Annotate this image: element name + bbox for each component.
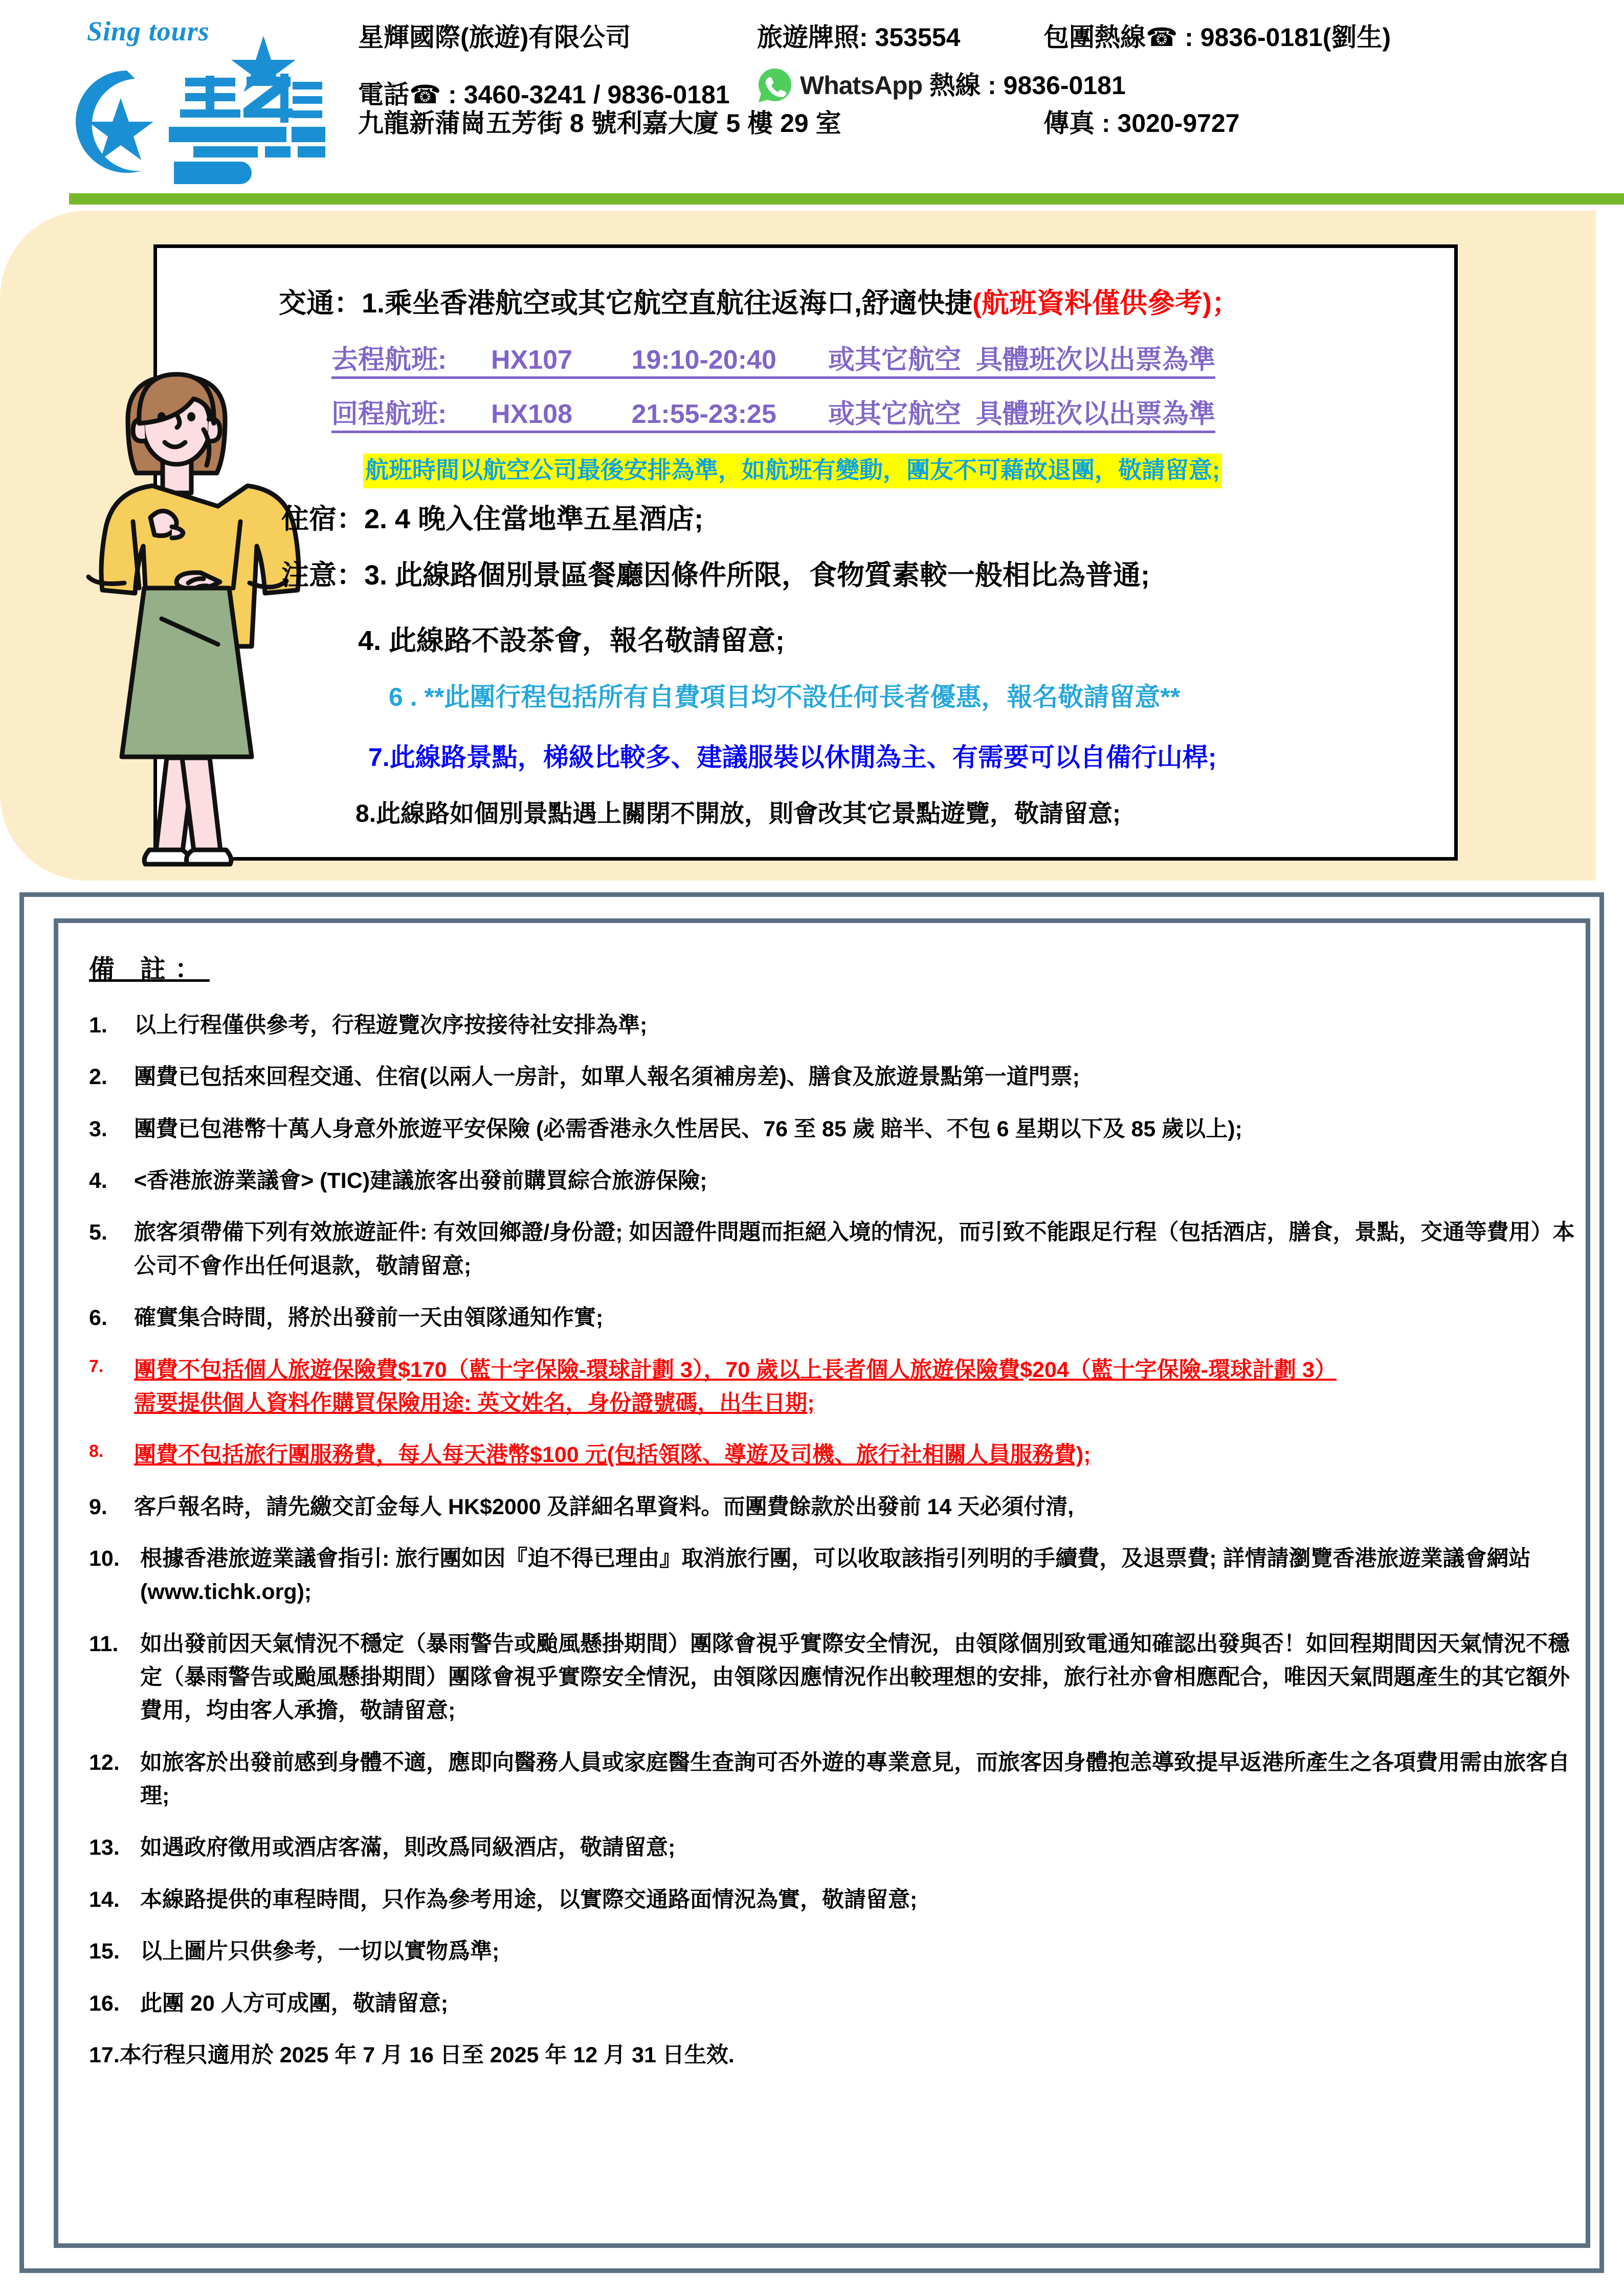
- logo-wordmark-en: Sing tours: [87, 16, 210, 47]
- company-logo: [66, 10, 332, 184]
- traveller-illustration: [66, 358, 307, 874]
- remark-item: [89, 1491, 1575, 1524]
- header-row-3: [358, 110, 1601, 153]
- remark-number: 8.: [89, 1442, 104, 1461]
- notice-item-4: 4. 此線路不設茶會，報名敬請留意;: [358, 625, 785, 656]
- remark-text: 如出發前因天氣情況不穩定（暴雨警告或颱風懸掛期間）團隊會視乎實際安全情況，由領隊個別致電通知確認出發與否！如回程期間因天氣情況不穩定（暴雨警告或颱風懸掛期間）團隊會視乎實際安全情況，由領隊因應情況作出較理想的安排，旅行社亦會相應配合，唯因天氣問題產生的其它額外費用，均由客人承擔，敬請留意;: [140, 1631, 1570, 1723]
- remark-number: 2.: [89, 1065, 107, 1090]
- whatsapp-brand: WhatsApp: [800, 71, 923, 100]
- remark-number: 12.: [89, 1750, 120, 1775]
- remarks-title: 備 註：: [89, 955, 210, 983]
- flight-info-disclaimer: (航班資料僅供參考)；: [972, 288, 1240, 319]
- transport-detail: 1.乘坐香港航空或其它航空直航往返海口,舒適快捷: [362, 288, 973, 319]
- remark-text: 以上行程僅供參考，行程遊覽次序按接待社安排為準;: [134, 1013, 648, 1038]
- remarks-list: [89, 1009, 1575, 2072]
- remark-item: [89, 1216, 1575, 1283]
- notice-item-8: 8.此線路如個別景點遇上關閉不開放，則會改其它景點遊覽，敬請留意;: [355, 800, 1121, 827]
- license-number: 旅遊牌照: 353554: [757, 23, 961, 52]
- remark-number: 13.: [89, 1835, 120, 1860]
- remark-text: 確實集合時間，將於出發前一天由領隊通知作實;: [134, 1305, 604, 1331]
- flight-change-highlight: 航班時間以航空公司最後安排為準，如航班有變動，團友不可藉故退團，敬請留意;: [363, 454, 1222, 488]
- page-header: [0, 0, 1624, 205]
- whatsapp-hotline: 熱線 : 9836-0181: [929, 71, 1126, 100]
- remark-text: 此團 20 人方可成團，敬請留意;: [140, 1991, 449, 2016]
- remark-item: [89, 1301, 1575, 1335]
- header-row-2: [358, 67, 1601, 110]
- company-address: 九龍新蒲崗五芳街 8 號利嘉大廈 5 樓 29 室: [358, 109, 841, 138]
- charter-hotline: 包團熱線☎ : 9836-0181(劉生): [1043, 23, 1391, 52]
- remarks-box: [19, 892, 1604, 2273]
- remark-number: 3.: [89, 1116, 107, 1141]
- remark-item: [89, 1831, 1575, 1864]
- company-name: 星輝國際(旅遊)有限公司: [358, 23, 631, 52]
- remark-text: 本線路提供的車程時間，只作為參考用途，以實際交通路面情況為實，敬請留意;: [140, 1887, 918, 1912]
- remark-item: [89, 1113, 1575, 1146]
- remark-item: [89, 1935, 1575, 1968]
- remark-item: [89, 1987, 1575, 2020]
- remark-item: [89, 1628, 1575, 1728]
- remark-item: [89, 1883, 1575, 1917]
- inbound-flight-row: 回程航班: HX108 21:55-23:25 或其它航空 具體班次以出票為準: [331, 401, 1215, 433]
- remark-item: [89, 1746, 1575, 1813]
- notice-item-6: 6 . **此團行程包括所有自費項目均不設任何長者優惠，報名敬請留意**: [389, 683, 1181, 711]
- attention-line: [281, 561, 1150, 589]
- whatsapp-icon: [757, 67, 793, 103]
- remark-item: [89, 1009, 1575, 1042]
- remark-text: 團費已包括來回程交通、住宿(以兩人一房計，如單人報名須補房差)、膳食及旅遊景點第一道門票;: [134, 1065, 1080, 1090]
- hotel-detail: 2. 4 晚入住當地準五星酒店;: [364, 504, 704, 534]
- remark-text: 如遇政府徵用或酒店客滿，則改爲同級酒店，敬請留意;: [140, 1835, 676, 1860]
- remark-item: [89, 1061, 1575, 1094]
- remark-number: 15.: [89, 1939, 120, 1964]
- remark-text-line-1: 團費不包括個人旅遊保險費$170（藍十字保險-環球計劃 3），70 歲以上長者個人旅遊保險費$204（藍十字保險-環球計劃 3）: [134, 1357, 1337, 1382]
- remark-text: 根據香港旅遊業議會指引: 旅行團如因『迫不得已理由』取消旅行團，可以收取該指引列明的手續費，及退票費; 詳情請瀏覽香港旅遊業議會網站(www.tichk.org);: [140, 1546, 1531, 1605]
- remark-number: 5.: [89, 1220, 107, 1245]
- phone-number: 電話☎ : 3460-3241 / 9836-0181: [358, 80, 730, 109]
- remark-text: 本行程只適用於 2025 年 7 月 16 日至 2025 年 12 月 31 日生效.: [119, 2042, 735, 2067]
- remark-text: <香港旅游業議會> (TIC)建議旅客出發前購買綜合旅游保險;: [134, 1168, 707, 1194]
- remark-text: 客戶報名時，請先繳交訂金每人 HK$2000 及詳細名單資料。而團費餘款於出發前 14 天必須付清,: [134, 1494, 1074, 1519]
- remark-number: 17.: [89, 2042, 120, 2067]
- remark-text: 團費已包港幣十萬人身意外旅遊平安保險 (必需香港永久性居民、76 至 85 歲 賠半、不包 6 星期以下及 85 歲以上);: [134, 1116, 1242, 1141]
- remark-item: [89, 1354, 1575, 1421]
- remark-text: 如旅客於出發前感到身體不適，應即向醫務人員或家庭醫生查詢可否外遊的專業意見，而旅客因身體抱恙導致提早返港所產生之各項費用需由旅客自理;: [140, 1750, 1570, 1809]
- flight-change-highlight-wrap: [363, 458, 1222, 482]
- transport-label: 交通：: [279, 288, 362, 319]
- remark-item: [89, 2039, 1575, 2072]
- remark-number: 4.: [89, 1168, 107, 1194]
- header-divider-bar: [69, 193, 1624, 205]
- remark-number: 9.: [89, 1494, 107, 1519]
- remark-text: 以上圖片只供參考，一切以實物爲準;: [140, 1939, 500, 1964]
- remark-text: 旅客須帶備下列有效旅遊証件: 有效回鄉證/身份證; 如因證件問題而拒絕入境的情況，而引致不能跟足行程（包括酒店，膳食，景點，交通等費用）本公司不會作出任何退款，敬請留意;: [134, 1220, 1575, 1278]
- notice-item-7: 7.此線路景點，梯級比較多、建議服裝以休閒為主、有需要可以自備行山桿;: [368, 743, 1217, 772]
- remark-number: 7.: [89, 1356, 104, 1376]
- attention-label: 注意：: [281, 560, 364, 591]
- outbound-flight-row: 去程航班: HX107 19:10-20:40 或其它航空 具體班次以出票為準: [331, 347, 1215, 379]
- header-row-1: [358, 25, 1601, 67]
- remark-number: 11.: [89, 1631, 119, 1656]
- company-contact-block: [358, 25, 1601, 153]
- remark-number: 6.: [89, 1305, 107, 1331]
- transport-line: [279, 289, 1239, 317]
- remark-item: [89, 1164, 1575, 1198]
- remark-number: 10.: [89, 1546, 120, 1571]
- remark-item: [89, 1438, 1575, 1472]
- remark-text-line-1: 團費不包括旅行團服務費，每人每天港幣$100 元(包括領隊、導遊及司機、旅行社相關人員服務費);: [134, 1443, 1091, 1468]
- remark-number: 1.: [89, 1013, 107, 1038]
- remark-item: [89, 1542, 1575, 1609]
- remark-text: [134, 1354, 1575, 1421]
- remarks-box-inner-border: [54, 918, 1590, 2248]
- hotel-line: [281, 505, 703, 533]
- remark-number: 14.: [89, 1887, 120, 1912]
- hotel-label: 住宿：: [281, 504, 364, 534]
- attention-detail: 3. 此線路個別景區餐廳因條件所限，食物質素較一般相比為普通;: [364, 560, 1150, 591]
- logo-mark-cn: [66, 66, 327, 184]
- remarks-content: [89, 949, 1575, 2072]
- remark-text: [134, 1438, 1575, 1472]
- remark-number: 16.: [89, 1991, 120, 2016]
- fax-number: 傳真 : 3020-9727: [1043, 109, 1240, 138]
- remark-text-line-2: 需要提供個人資料作購買保險用途: 英文姓名，身份證號碼，出生日期;: [134, 1390, 815, 1415]
